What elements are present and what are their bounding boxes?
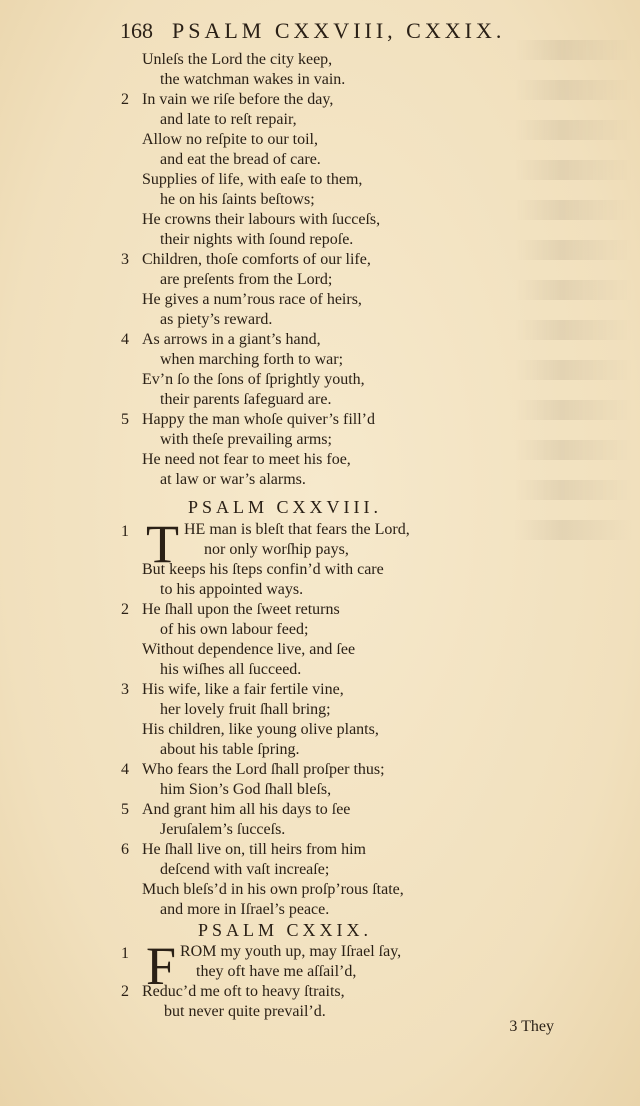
verse-line: at law or war’s alarms. (160, 471, 306, 488)
verse-line: He need not fear to meet his foe, (142, 451, 351, 468)
verse-line: Unleſs the Lord the city keep, (142, 51, 333, 68)
verse-number: 1 (121, 523, 129, 540)
verse-number: 6 (121, 841, 129, 858)
verse-line: when marching forth to war; (160, 351, 344, 368)
running-head: PSALM CXXVIII, CXXIX. (172, 18, 506, 43)
verse-line: In vain we riſe before the day, (142, 91, 334, 108)
verse-line: of his own labour feed; (160, 621, 309, 638)
verse-number: 2 (121, 91, 129, 108)
verse-line: Happy the man whoſe quiver’s fill’d (142, 411, 375, 428)
verse-line: Much bleſs’d in his own proſp’rous ſtate, (142, 881, 404, 898)
verse-line: Who fears the Lord ſhall proſper thus; (142, 761, 385, 778)
verse-line: And grant him all his days to ſee (142, 801, 351, 818)
verse-line: with theſe prevailing arms; (160, 431, 332, 448)
verse-line: and eat the bread of care. (160, 151, 321, 168)
page-header (120, 18, 520, 48)
verse-line: about his table ſpring. (160, 741, 300, 758)
verse-number: 1 (121, 945, 129, 962)
verse-line: nor only worſhip pays, (204, 541, 349, 558)
verse-line: his wiſhes all ſucceed. (160, 661, 302, 678)
verse-line: He crowns their labours with ſucceſs, (142, 211, 381, 228)
verse-line: but never quite prevail’d. (164, 1003, 326, 1020)
drop-cap: T (146, 514, 179, 574)
verse-line: ROM my youth up, may Iſrael ſay, (180, 943, 402, 960)
verse-line: their nights with ſound repoſe. (160, 231, 354, 248)
verse-line: As arrows in a giant’s hand, (142, 331, 321, 348)
verse-number: 4 (121, 331, 129, 348)
verse-line: His children, like young olive plants, (142, 721, 379, 738)
verse-line: He gives a num’rous race of heirs, (142, 291, 362, 308)
verse-number: 2 (121, 601, 129, 618)
drop-cap: F (146, 936, 177, 996)
verse-line: deſcend with vaſt increaſe; (160, 861, 330, 878)
verse-line: Without dependence live, and ſee (142, 641, 356, 658)
verse-line: HE man is bleſt that fears the Lord, (184, 521, 410, 538)
verse-number: 3 (121, 251, 129, 268)
verse-line: and late to reſt repair, (160, 111, 297, 128)
verse-line: Children, thoſe comforts of our life, (142, 251, 371, 268)
verse-line: Ev’n ſo the ſons of ſprightly youth, (142, 371, 365, 388)
catchword: 3 They (509, 1018, 554, 1035)
verse-line: Supplies of life, with eaſe to them, (142, 171, 363, 188)
verse-line: they oft have me aſſail’d, (196, 963, 357, 980)
verse-line: to his appointed ways. (160, 581, 304, 598)
verse-number: 2 (121, 983, 129, 1000)
verse-line: the watchman wakes in vain. (160, 71, 346, 88)
verse-number: 5 (121, 801, 129, 818)
verse-line: him Sion’s God ſhall bleſs, (160, 781, 332, 798)
verse-line: her lovely fruit ſhall bring; (160, 701, 331, 718)
verse-line: He ſhall live on, till heirs from him (142, 841, 366, 858)
verse-line: are preſents from the Lord; (160, 271, 333, 288)
verse-line: He ſhall upon the ſweet returns (142, 601, 340, 618)
verse-line: their parents ſafeguard are. (160, 391, 332, 408)
verse-line: But keeps his ſteps confin’d with care (142, 561, 384, 578)
page-number: 168 (120, 18, 153, 43)
show-through-text (514, 40, 634, 600)
verse-line: Jeruſalem’s ſucceſs. (160, 821, 286, 838)
verse-line: Reduc’d me oft to heavy ſtraits, (142, 983, 345, 1000)
verse-line: he on his ſaints beſtows; (160, 191, 315, 208)
verse-line: His wife, like a fair fertile vine, (142, 681, 344, 698)
psalm-title: PSALM CXXVIII. (188, 497, 383, 517)
verse-line: as piety’s reward. (160, 311, 273, 328)
verse-line: Allow no reſpite to our toil, (142, 131, 318, 148)
psalm-title: PSALM CXXIX. (198, 920, 373, 940)
verse-number: 4 (121, 761, 129, 778)
verse-number: 3 (121, 681, 129, 698)
verse-line: and more in Iſrael’s peace. (160, 901, 330, 918)
verse-number: 5 (121, 411, 129, 428)
